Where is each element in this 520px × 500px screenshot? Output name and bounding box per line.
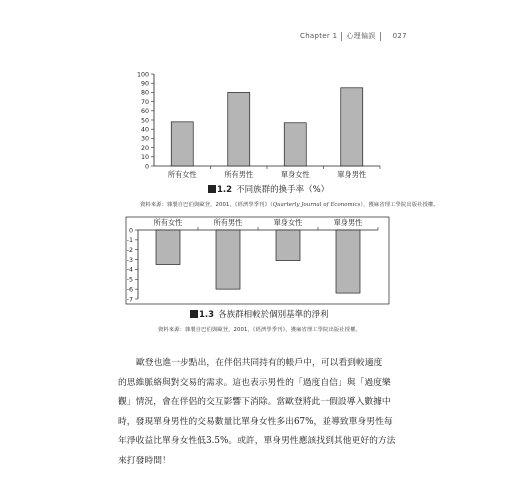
- body-paragraph: [118, 354, 396, 471]
- category-label: 單身女性: [273, 218, 303, 227]
- body-line: 的思維脈絡與對交易的需求。這也表示男性的「過度自信」與「過度樂: [118, 377, 391, 388]
- body-line: 觀」情況，會在伴侶的交互影響下消除。當歐登將此一假設導入數據中: [118, 397, 391, 407]
- figure-1-2-caption: [208, 183, 329, 195]
- source-text: 資料來源：雜製自巴伯與歐登，2001，《經濟學季刊》，獲麻省理工學院出版社授權。: [158, 327, 361, 333]
- body-line: 來打發時間！: [118, 455, 171, 466]
- bar: [228, 92, 250, 166]
- category-label: 單身男性: [333, 218, 363, 227]
- category-label: 單身男性: [337, 170, 367, 179]
- y-tick-label: 70: [140, 98, 149, 106]
- figure-marker-icon: [208, 185, 216, 193]
- bar: [341, 88, 363, 166]
- category-label: 所有男性: [213, 218, 243, 227]
- body-line: 時，發現單身男性的交易數量比單身女性多出67%，並導致單身男性每: [118, 416, 393, 427]
- body-line: 年淨收益比單身女性低3.5%。或許，單身男性應該找到其他更好的方法: [118, 436, 396, 446]
- figure-title: 不同族群的換手率（%）: [236, 185, 330, 195]
- y-tick-label: -1: [126, 237, 133, 245]
- figure-title: 各族群相較於個別基準的淨利: [218, 310, 329, 320]
- page-number: 027: [392, 32, 407, 40]
- y-tick-label: 40: [140, 126, 149, 134]
- category-label: 單身女性: [280, 170, 310, 179]
- figure-number: 1.3: [199, 310, 215, 320]
- source-text-end: ），獲麻省理工學院出版社授權。: [360, 202, 439, 208]
- source-text: 資料來源：雜製自巴伯與歐登，2001，《經濟學季刊》（: [140, 202, 273, 208]
- y-tick-label: 10: [140, 154, 149, 162]
- bar: [171, 122, 193, 166]
- bar: [276, 230, 300, 261]
- net-return-bar-chart: [126, 217, 389, 304]
- category-label: 所有女性: [153, 218, 183, 227]
- y-tick-label: 0: [128, 227, 133, 235]
- y-tick-label: -5: [126, 276, 133, 284]
- y-tick-label: -7: [126, 296, 133, 304]
- y-tick-label: 80: [140, 89, 149, 97]
- y-tick-label: 30: [140, 135, 149, 143]
- category-label: 所有男性: [224, 170, 254, 179]
- figure-number: 1.2: [217, 185, 233, 195]
- y-tick-label: -3: [126, 256, 133, 264]
- y-tick-label: 0: [144, 163, 149, 171]
- bar: [284, 123, 306, 166]
- y-tick-label: 100: [136, 71, 149, 79]
- chart-1-2-group: [137, 71, 380, 179]
- y-tick-label: 20: [140, 144, 149, 152]
- category-label: 所有女性: [167, 170, 197, 179]
- y-tick-label: 50: [140, 117, 149, 125]
- body-line: 歐登也進一步點出，在伴侶共同持有的帳戶中，可以看到較適度: [136, 358, 383, 368]
- bar: [156, 230, 180, 265]
- y-tick-label: -4: [126, 266, 133, 274]
- y-tick-label: 90: [140, 80, 149, 88]
- bar: [336, 230, 360, 293]
- figure-1-3-caption: [190, 308, 329, 320]
- y-tick-label: 60: [140, 108, 149, 116]
- source-journal: Quarterly Journal of Economics: [272, 202, 361, 208]
- y-tick-label: -2: [126, 247, 133, 255]
- figure-1-3-source: [158, 325, 361, 333]
- bar: [216, 230, 240, 289]
- figure-1-2-source: [140, 200, 439, 208]
- y-tick-label: -6: [126, 286, 133, 294]
- chapter-section-title: 心理偏誤: [346, 32, 376, 40]
- chapter-label: Chapter 1: [300, 32, 338, 40]
- figure-marker-icon: [190, 310, 198, 318]
